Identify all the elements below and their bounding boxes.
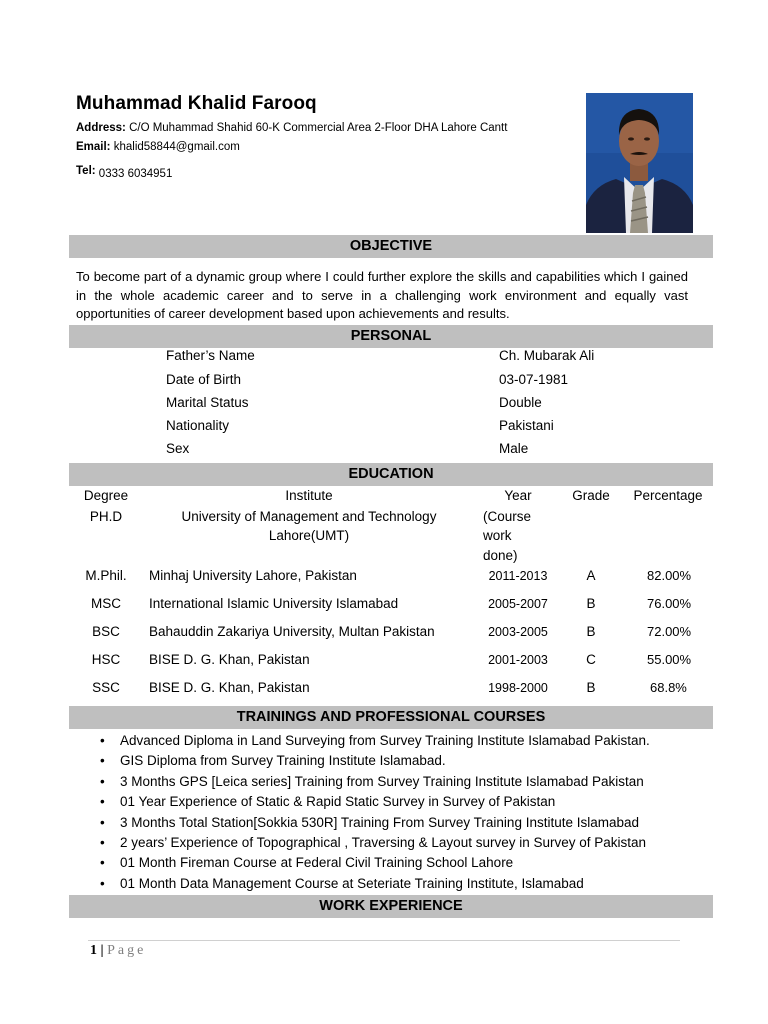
- bullet-icon: •: [100, 773, 105, 789]
- institute-cell: International Islamic University Islamabad: [149, 596, 399, 611]
- list-item: [100, 834, 650, 854]
- email-label: Email:: [76, 141, 111, 153]
- year-cell: work: [483, 528, 512, 543]
- institute-cell: Bahauddin Zakariya University, Multan Pakistan: [149, 624, 435, 639]
- course-text: 01 Month Data Management Course at Seteriate Training Institute, Islamabad: [120, 875, 584, 891]
- degree-cell: MSC: [91, 596, 121, 611]
- page-word: Page: [107, 943, 147, 958]
- year-column-header: Year: [504, 488, 532, 503]
- work-experience-heading: WORK EXPERIENCE: [69, 895, 713, 918]
- tel-label: Tel:: [76, 165, 96, 177]
- email-value: khalid58844@gmail.com: [113, 141, 240, 153]
- bullet-icon: •: [100, 794, 105, 810]
- email-line: [76, 141, 240, 153]
- personal-value: 03-07-1981: [499, 372, 569, 387]
- institute-cell: Lahore(UMT): [268, 528, 350, 543]
- address-line: [76, 122, 507, 134]
- percentage-cell: 76.00%: [647, 596, 692, 611]
- page-number: 1: [90, 943, 97, 958]
- course-text: 01 Year Experience of Static & Rapid Static Survey in Survey of Pakistan: [120, 794, 556, 810]
- bullet-icon: •: [100, 733, 105, 748]
- degree-cell: BSC: [92, 624, 120, 639]
- grade-cell: B: [586, 624, 596, 639]
- degree-cell: M.Phil.: [85, 568, 127, 583]
- personal-label: Nationality: [166, 418, 230, 433]
- trainings-heading: TRAININGS AND PROFESSIONAL COURSES: [69, 706, 713, 729]
- course-text: 3 Months Total Station[Sokkia 530R] Training From Survey Training Institute Islamabad: [120, 814, 640, 830]
- bullet-icon: •: [100, 834, 105, 850]
- list-item: [100, 732, 650, 752]
- percentage-cell: 82.00%: [647, 568, 692, 583]
- year-cell: 1998-2000: [488, 681, 548, 695]
- year-cell: 2011-2013: [488, 569, 548, 583]
- bullet-icon: •: [100, 855, 105, 871]
- tel-value: 0333 6034951: [98, 168, 173, 180]
- personal-label: Date of Birth: [166, 372, 242, 387]
- personal-value: Male: [499, 441, 529, 456]
- year-cell: 2005-2007: [488, 597, 548, 611]
- tel-line: [76, 165, 173, 180]
- personal-value: Ch. Mubarak Ali: [499, 348, 595, 363]
- institute-cell: University of Management and Technology: [181, 509, 437, 524]
- list-item: [100, 793, 650, 813]
- grade-cell: A: [586, 568, 596, 583]
- address-label: Address:: [76, 122, 126, 134]
- education-heading: EDUCATION: [69, 463, 713, 486]
- course-text: 2 years’ Experience of Topographical , Traversing & Layout survey in Survey of Pakistan: [120, 834, 647, 850]
- grade-cell: B: [586, 596, 596, 611]
- institute-cell: BISE D. G. Khan, Pakistan: [149, 652, 310, 667]
- grade-cell: C: [586, 652, 596, 667]
- percentage-cell: 72.00%: [647, 624, 692, 639]
- page-separator: |: [97, 943, 108, 958]
- personal-heading: PERSONAL: [69, 325, 713, 348]
- list-item: [100, 854, 650, 874]
- bullet-icon: •: [100, 875, 105, 891]
- percentage-cell: 55.00%: [647, 652, 692, 667]
- degree-cell: PH.D: [89, 509, 123, 524]
- year-cell: 2003-2005: [488, 625, 548, 639]
- personal-label: Father’s Name: [166, 348, 255, 363]
- footer-divider: [88, 940, 680, 941]
- percentage-column-header: Percentage: [633, 488, 703, 503]
- course-text: GIS Diploma from Survey Training Institute Islamabad.: [120, 753, 446, 769]
- profile-photo: [586, 93, 693, 233]
- page-footer: [90, 943, 146, 959]
- bullet-icon: •: [100, 814, 105, 830]
- trainings-list: [100, 732, 650, 895]
- candidate-name: Muhammad Khalid Farooq: [76, 93, 317, 114]
- bullet-icon: •: [100, 753, 105, 769]
- personal-value: Pakistani: [499, 418, 554, 433]
- personal-label: Sex: [166, 441, 190, 456]
- personal-value: Double: [499, 395, 542, 410]
- year-cell: done): [483, 548, 518, 563]
- course-text: 3 Months GPS [Leica series] Training from Survey Training Institute Islamabad Pakistan: [120, 773, 644, 789]
- list-item: [100, 814, 650, 834]
- course-text: Advanced Diploma in Land Surveying from Survey Training Institute Islamabad Pakistan.: [120, 733, 650, 748]
- degree-cell: HSC: [91, 652, 121, 667]
- degree-column-header: Degree: [83, 488, 129, 503]
- objective-text: To become part of a dynamic group where I could further explore the skills and capabilities which I gained in the whole academic career and to serve in a challenging work environment and equally vast opportunities of career development based upon achievements and results.: [76, 269, 688, 321]
- institute-column-header: Institute: [285, 488, 333, 503]
- grade-cell: B: [586, 680, 596, 695]
- grade-column-header: Grade: [572, 488, 610, 503]
- objective-heading: OBJECTIVE: [69, 235, 713, 258]
- institute-cell: Minhaj University Lahore, Pakistan: [149, 568, 357, 583]
- percentage-cell: 68.8%: [650, 680, 687, 695]
- year-cell: (Course: [483, 509, 532, 524]
- course-text: 01 Month Fireman Course at Federal Civil Training School Lahore: [120, 855, 514, 871]
- year-cell: 2001-2003: [488, 653, 548, 667]
- address-value: C/O Muhammad Shahid 60-K Commercial Area 2-Floor DHA Lahore Cantt: [129, 122, 508, 134]
- list-item: [100, 773, 650, 793]
- degree-cell: SSC: [92, 680, 120, 695]
- personal-label: Marital Status: [166, 395, 249, 410]
- list-item: [100, 752, 650, 772]
- list-item: [100, 875, 650, 895]
- institute-cell: BISE D. G. Khan, Pakistan: [149, 680, 310, 695]
